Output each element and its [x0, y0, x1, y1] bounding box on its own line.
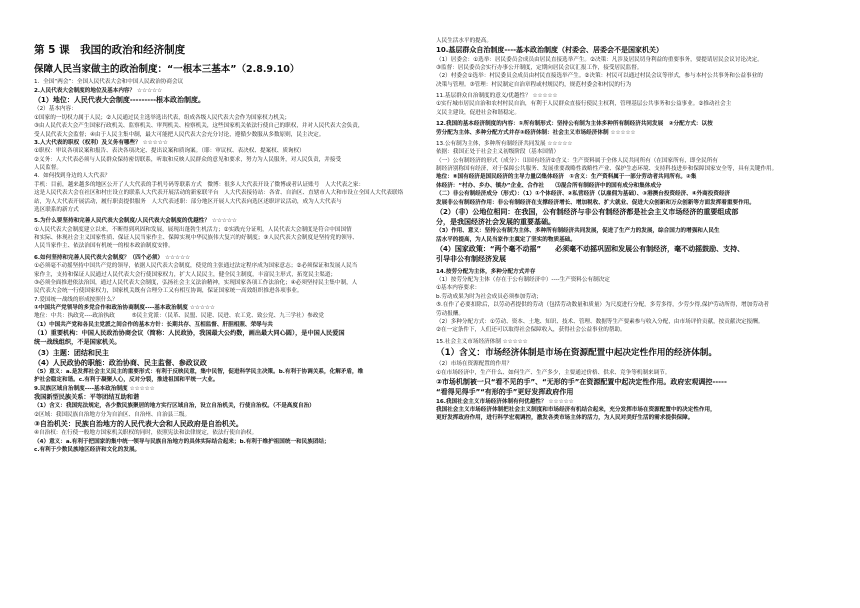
text-line: 我国社会主义市场经济体制把社会主义制度和市场经济有机结合起来，充分发挥市场在资源配置中的决定性作用， — [436, 406, 716, 413]
text-line: （1）中国共产党和各民主党派之间合作的基本方针：长期共存、互相监督、肝胆相照、荣辱与共 — [34, 321, 273, 328]
text-line: 受人民代表大会监督；④由于人民主集中制，最大可能把人民代表大会充分讨论，遵循少数服从多数原则，民主决定。 — [34, 131, 325, 138]
text-line: 依据：我国正处于社会主义初级阶段（基本国情） — [436, 149, 560, 156]
section-heading: （3）主题：团结和民主 — [34, 348, 109, 357]
text-line: 体经济：“村办、乡办、镇办”企业、合作社 ⑶混合所有制经济中的国有成分和集体成分 — [436, 182, 662, 189]
text-line: ①基本内容要求： — [436, 285, 481, 292]
question-heading: 5.为什么要坚持和完善人民代表大会制度/人民代表大会制度的优越性？ ☆☆☆☆☆ — [34, 218, 237, 225]
text-line: （2）多种分配方式：①劳动、资本、土地、知识、技术、管理、数据等生产要素参与收入分配，由市场评价贡献，按贡献决定报酬。 — [436, 318, 764, 325]
question-heading: 16.我国社会主义市场经济体制有何优越性？ ☆☆☆☆☆ — [436, 398, 574, 405]
question-heading: 2.人民代表大会制度的地位及基本内容？ ☆☆☆☆☆ — [34, 87, 163, 94]
section-heading: （2）（非）公地位相同：在我国，公有制经济与非公有制经济都是社会主义市场经济的重要组成部 — [436, 207, 739, 216]
text-line: （1）居委会：①选举：居民委员会成员由居民直接选举产生。②决策：凡涉及居民切身利益的重要事务，要提请居民会议讨论决定。 — [436, 56, 763, 63]
text-line: 手机：目前，越来越多的地区公开了人大代表的手机号码等联系方式 微博：很多人大代表开设了微博或者认证账号 人大代表之家： — [34, 181, 365, 188]
text-line: 人民当家作主、依法治国有机统一的根本政治制度安排。 — [34, 243, 174, 250]
text-line: 义民主建设，促进社会和谐稳定。 — [436, 109, 520, 116]
section-heading: 引导非公有制经济发展 — [436, 255, 506, 264]
highlight-line: 我国新型民族关系：平等团结互助和谐 — [34, 394, 140, 402]
text-line: ③监督：居民委员会实行办事公开制度，定期向居民会议汇报工作，接受居民监督。 — [436, 64, 643, 71]
section-heading: ③自治机关：民族自治地方的人民代表大会和人民政府是自治机关。 — [34, 420, 243, 429]
text-line: 护社会稳定和谐。c.有利于凝聚人心，反对分裂，推进祖国和平统一大业。 — [34, 377, 219, 384]
text-line: ③由人民代表大会产生国家行政机关、监察机关、审判机关、检察机关，这些国家机关依法行使自己的职权，并对人民代表大会负责， — [34, 123, 364, 130]
text-line: （二）非公有制经济成分（形式）：（1）①个体经济、②私营经济（以雇佣为基础）、③港澳台投资经济、④外商投资经济 — [436, 191, 731, 198]
section-heading: 劳分配为主体、多种分配方式并存③经济体制：社会主义市场经济体制 ☆☆☆☆☆ — [436, 129, 636, 136]
text-line: 决策与管理。③管理：村民制定自治章程或村规民约，规范村委会和村民的行为 — [436, 81, 632, 88]
text-line: ④自治权：在行使一般地方国家机关职权的同时，依照宪法和法律规定，依法行使自治权。 — [34, 430, 258, 437]
text-line: 制经济别称国有经济，对于保障公共服务、发展重要战略性战略性产业、保护生态环境、支持科技进步和保障国家安全等，具有关键作用。 — [436, 166, 778, 173]
text-line: ①必须毫不动摇坚持中国共产党的领导，依据人民代表大会制度，使党的主张通过法定程序成为国家意志；②必须保证和发展人民当 — [34, 263, 358, 270]
text-line: 4．如何找到身边的人大代表？ — [34, 173, 111, 180]
text-line: ①在市场经济中，生产什么、如何生产、生产多少，主要通过价格、供求、竞争等机制来调节。 — [436, 369, 671, 376]
text-line: 地位：中共：执政党----政治执政 ⑤民主党派：（民革、民盟、民建、民进、农工党、致公党、九三学社）参政党 — [34, 313, 324, 320]
question-heading: 14.按劳分配为主体，多种分配方式并存 — [436, 268, 536, 275]
section-heading: 10.基层群众自治制度----基本政治制度（村委会、居委会不是国家机关） — [436, 46, 664, 55]
text-line: （5）意义：a.是发挥社会主义民主的重要形式：有利于反映民意，集中民智，促进科学民主决策。b.有利于协调关系，化解矛盾，维 — [34, 368, 364, 375]
text-line: （2）村委会①选举：村民委员会成员由村民直接选举产生。②决策：村民可以通过村民会议等形式，参与本村公共事务和公益事业的 — [436, 73, 763, 80]
text-line: ①实行城市居民自治和农村村民自治，有利于人民群众直接行使民主权利，管理基层公共事务和公益事业。②推动社会主 — [436, 101, 732, 108]
text-line: 7.爱国统一战线的形成按照什么？ — [34, 296, 118, 303]
text-line: （2）市场在资源配置的作用？ — [436, 361, 513, 368]
question-heading: 15.社会主义市场经济体制 ☆☆☆☆☆ — [436, 338, 528, 345]
text-line: ⑤.在作了必要扣除后，以劳动者提供的劳动（包括劳动数量和质量）为尺度进行分配，多劳多得，少劳少得,保护劳动所得，增加劳动者 — [436, 302, 770, 309]
text-line: ②义务：人大代表必须与人民群众保持密切联系，听取和反映人民群众的意见和要求，努力为人民服务，对人民负责，并接受 — [34, 156, 342, 163]
text-line: 1．全国“两会”：全国人民代表大会和中国人民政治协商会议 — [34, 79, 184, 86]
text-line: ①国家的一切权力属于人民；②人民通过民主选举选出代表，组成各级人民代表大会作为国家权力机关； — [34, 114, 291, 121]
question-heading: 6.如何坚持和完善人民代表大会制度？（四个必须） ☆☆☆☆☆ — [34, 254, 191, 261]
question-heading: 9.民族区域自治制度----基本政治制度 ☆☆☆☆☆ — [34, 385, 155, 392]
text-line: 劳动报酬。 — [436, 310, 464, 317]
question-heading: 11.基层群众自治制度的意义/优越性？ ☆☆☆☆☆ — [436, 93, 558, 100]
text-line: ②区域：我国民族自治地方分为自治区、自治州、自治县三级。 — [34, 411, 191, 418]
text-line: 民代表大会统一行使国家权力，国家机关既有合理分工又有相互协调，保证国家统一高效组织推进各项事业。 — [34, 288, 303, 295]
text-line: 更好发挥政府作用，进行科学宏观调控，激发各类市场主体的活力，为人民对美好生活的需求提供保障。 — [436, 415, 694, 422]
lesson-subtitle: 保障人民当家做主的政治制度：“一根本三基本”（2.8.9.10） — [34, 63, 300, 75]
text-line: （3）作用、意义：坚持公有制为主体、多种所有制经济共同发展，促进了生产力的发展，综合国力的增强和人民生 — [436, 228, 720, 235]
text-line: ①职权：审议各项议案和报告、表决各项决定、提出议案和质询案。（耶：审议权、表决权、提案权、质询权） — [34, 148, 305, 155]
highlight-line: 统一战线组织，不是国家机关。 — [34, 339, 121, 347]
text-line: 选区联系的新方式 — [34, 206, 79, 213]
text-line: 站，为人大代表开展活动，履行职责提供服务 人大代表述职：部分地区开展人大代表向选区述职评议活动，成为人大代表与 — [34, 198, 342, 205]
section-heading: 12.我国的基本经济制度的内容：①所有制形式：坚持公有制为主体多种所有制经济共同发展 ②分配方式：以按 — [436, 121, 713, 128]
text-line: c.有利于少数民族地区经济和文化的发展。 — [34, 447, 141, 454]
text-line: 这是人民代表大会在社区和村庄设立的联系人大代表开展活动的新家联平台 人大代表接待站：各省、自治区、直辖市人大和市设立全国人大代表联络 — [34, 190, 404, 197]
section-heading: 分，是我国经济社会发展的重要基础。 — [436, 218, 555, 227]
section-heading: （1）含义：市场经济体制是市场在资源配置中起决定性作用的经济体制。 — [436, 348, 717, 359]
left-column — [34, 40, 422, 455]
text-line: （1）按劳分配为主体（存在于公有制经济中）----生产资料公有制决定 — [436, 277, 610, 284]
text-line: 人民监督。 — [34, 165, 62, 171]
section-heading: （1）地位：人民代表大会制度---------根本政治制度。 — [34, 96, 206, 105]
section-heading: “看得见得手”“有形的手”更好发挥政府作用 — [436, 388, 574, 397]
question-heading: ①中国共产党领导的多党合作和政治协商制度----基本政治制度 ☆☆☆☆☆ — [34, 305, 215, 311]
text-line: 地位：⑧国有经济是国民经济的主导力量⑵集体经济 ①含义：生产资料属于一部分劳动者共同所有。②集 — [436, 174, 697, 181]
question-heading: 13.公有制为主体，多种所有制经济共同发展 ☆☆☆☆☆ — [436, 140, 573, 147]
text-line: ③必须全面推进依法治国，通过人民代表大会制度，弘扬社会主义法治精神，实现国家各项工作法治化；④必须坚持民主集中制，人 — [34, 279, 358, 286]
text-line: ②在一定条件下，人们还可以取得社会保障收入，获得社会公益事业的帮助。 — [436, 327, 626, 334]
text-line: ①人民代表大会制度建立以来，不断得到巩固和发展，展现出蓬勃生机活力；②实践充分证明，人民代表大会制度是符合中国国情 — [34, 226, 352, 233]
text-line: 家作主，支持和保证人民通过人民代表大会行使国家权力，扩大人民民主，健全民主制度，丰富民主形式，拓宽民主渠道； — [34, 271, 337, 278]
section-heading: （4）人民政协的职能：政治协商、民主监督、参政议政 — [34, 358, 207, 367]
text-line: 发展非公有制经济作用：非公有制经济在支撑经济增长、增加税收、扩大就业、促进大众创新和万众创新等方面发挥着重要作用。 — [436, 199, 755, 206]
question-heading: 3.人大代表的职权（权利）及义务有哪些？ ☆☆☆☆☆ — [34, 139, 168, 146]
text-line: （1）含义：我国宪法规定，各少数民族聚居的地方实行区域自治，设立自治机关，行使自治权。（不是高度自治） — [34, 403, 315, 410]
text-line: 人民生活水平的提高。 — [436, 38, 492, 44]
text-line: （2）基本内容： — [34, 106, 77, 113]
text-line: （4）意义：a.有利于把国家的集中统一领导与民族自治地方的具体实际结合起来；b.有利于维护祖国统一和民族团结； — [34, 438, 330, 445]
text-line: （一）公有制经济的形式（成分）：⑴国有经济②含义：生产资料属于全体人民共同所有（在国家所有，即全民所有 — [436, 157, 718, 164]
text-line: 和实际、体现社会主义国家性质、保证人民当家作主、保障实现中华民族伟大复兴的好制度；③人民代表大会制度是坚持党的领导、 — [34, 235, 358, 241]
section-heading: （4）国家政策：“两个毫不动摇” 必须毫不动摇巩固和发展公有制经济，毫不动摇鼓励、支持、 — [436, 245, 745, 254]
right-column — [436, 38, 828, 424]
section-heading: ②市场机制被一只“看不见的手”、“无形的手”在资源配置中起决定性作用。政府宏观调控----- — [436, 378, 727, 387]
lesson-title: 第 5 课 我国的政治和经济制度 — [34, 44, 186, 56]
text-line: 活水平的提高，为人民当家作主奠定了坚实的物质基础。 — [436, 236, 576, 243]
highlight-line: （1）重要机构：中国人民政治协商会议（简称：人民政协，我国最大公约数，画出最大同心圆），是中国人民爱国 — [34, 330, 345, 338]
text-line: b.劳动成果为时为社会成员必须参加劳动； — [436, 293, 543, 300]
